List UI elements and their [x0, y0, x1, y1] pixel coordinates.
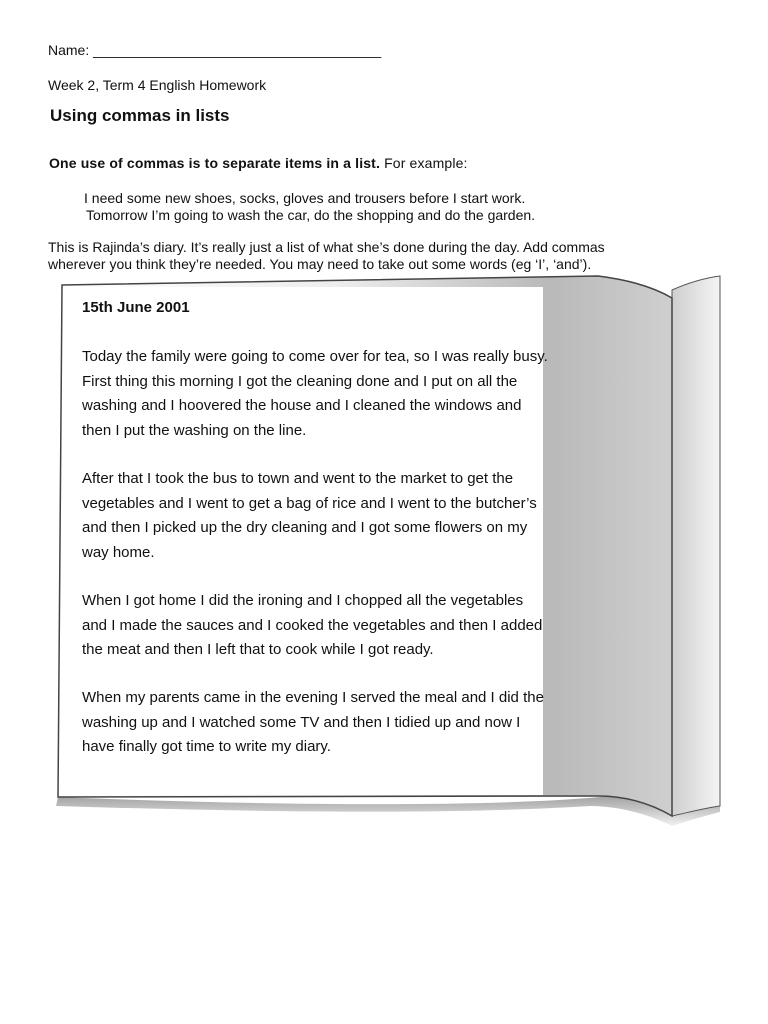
instructions-line: wherever you think they’re needed. You may need to take out some words (eg ‘I’, ‘and’).: [48, 256, 592, 272]
intro-rest: For example:: [380, 155, 468, 171]
name-line: Name: _____________________________________: [48, 42, 382, 58]
example-sentence: Tomorrow I’m going to wash the car, do the shopping and do the garden.: [86, 207, 536, 223]
intro-bold: One use of commas is to separate items in a list.: [49, 155, 381, 171]
diary-line: the meat and then I left that to cook while I got ready.: [82, 641, 434, 658]
diary-line: washing up and I watched some TV and then I tidied up and now I: [82, 713, 521, 731]
homework-week: Week 2, Term 4 English Homework: [48, 77, 267, 93]
diary-line: way home.: [82, 543, 155, 561]
diary-line: washing and I hoovered the house and I cleaned the windows and: [82, 397, 522, 414]
diary-paragraph: [82, 686, 612, 760]
diary-line: and I made the sauces and I cooked the vegetables and then I added: [82, 616, 543, 634]
diary-paragraph: [82, 345, 612, 443]
diary-line: When I got home I did the ironing and I chopped all the vegetables: [82, 592, 524, 609]
diary-paragraph: [82, 589, 612, 663]
diary-line: and then I picked up the dry cleaning and I got some flowers on my: [82, 519, 528, 536]
page-title: Using commas in lists: [50, 106, 230, 125]
diary-line: Today the family were going to come over for tea, so I was really busy.: [82, 348, 548, 365]
diary-line: then I put the washing on the line.: [82, 421, 307, 439]
diary-line: First thing this morning I got the cleaning done and I put on all the: [82, 372, 518, 390]
example-sentence: I need some new shoes, socks, gloves and trousers before I start work.: [84, 190, 526, 206]
diary-line: When my parents came in the evening I served the meal and I did the: [82, 689, 544, 706]
diary-line: have finally got time to write my diary.: [82, 738, 331, 755]
diary-line: After that I took the bus to town and went to the market to get the: [82, 470, 514, 487]
instructions-line: This is Rajinda’s diary. It’s really just a list of what she’s done during the day. Add commas: [48, 239, 605, 255]
diary-paragraph: [82, 467, 612, 565]
diary-line: vegetables and I went to get a bag of rice and I went to the butcher’s: [82, 494, 537, 512]
diary-date: 15th June 2001: [82, 299, 190, 316]
